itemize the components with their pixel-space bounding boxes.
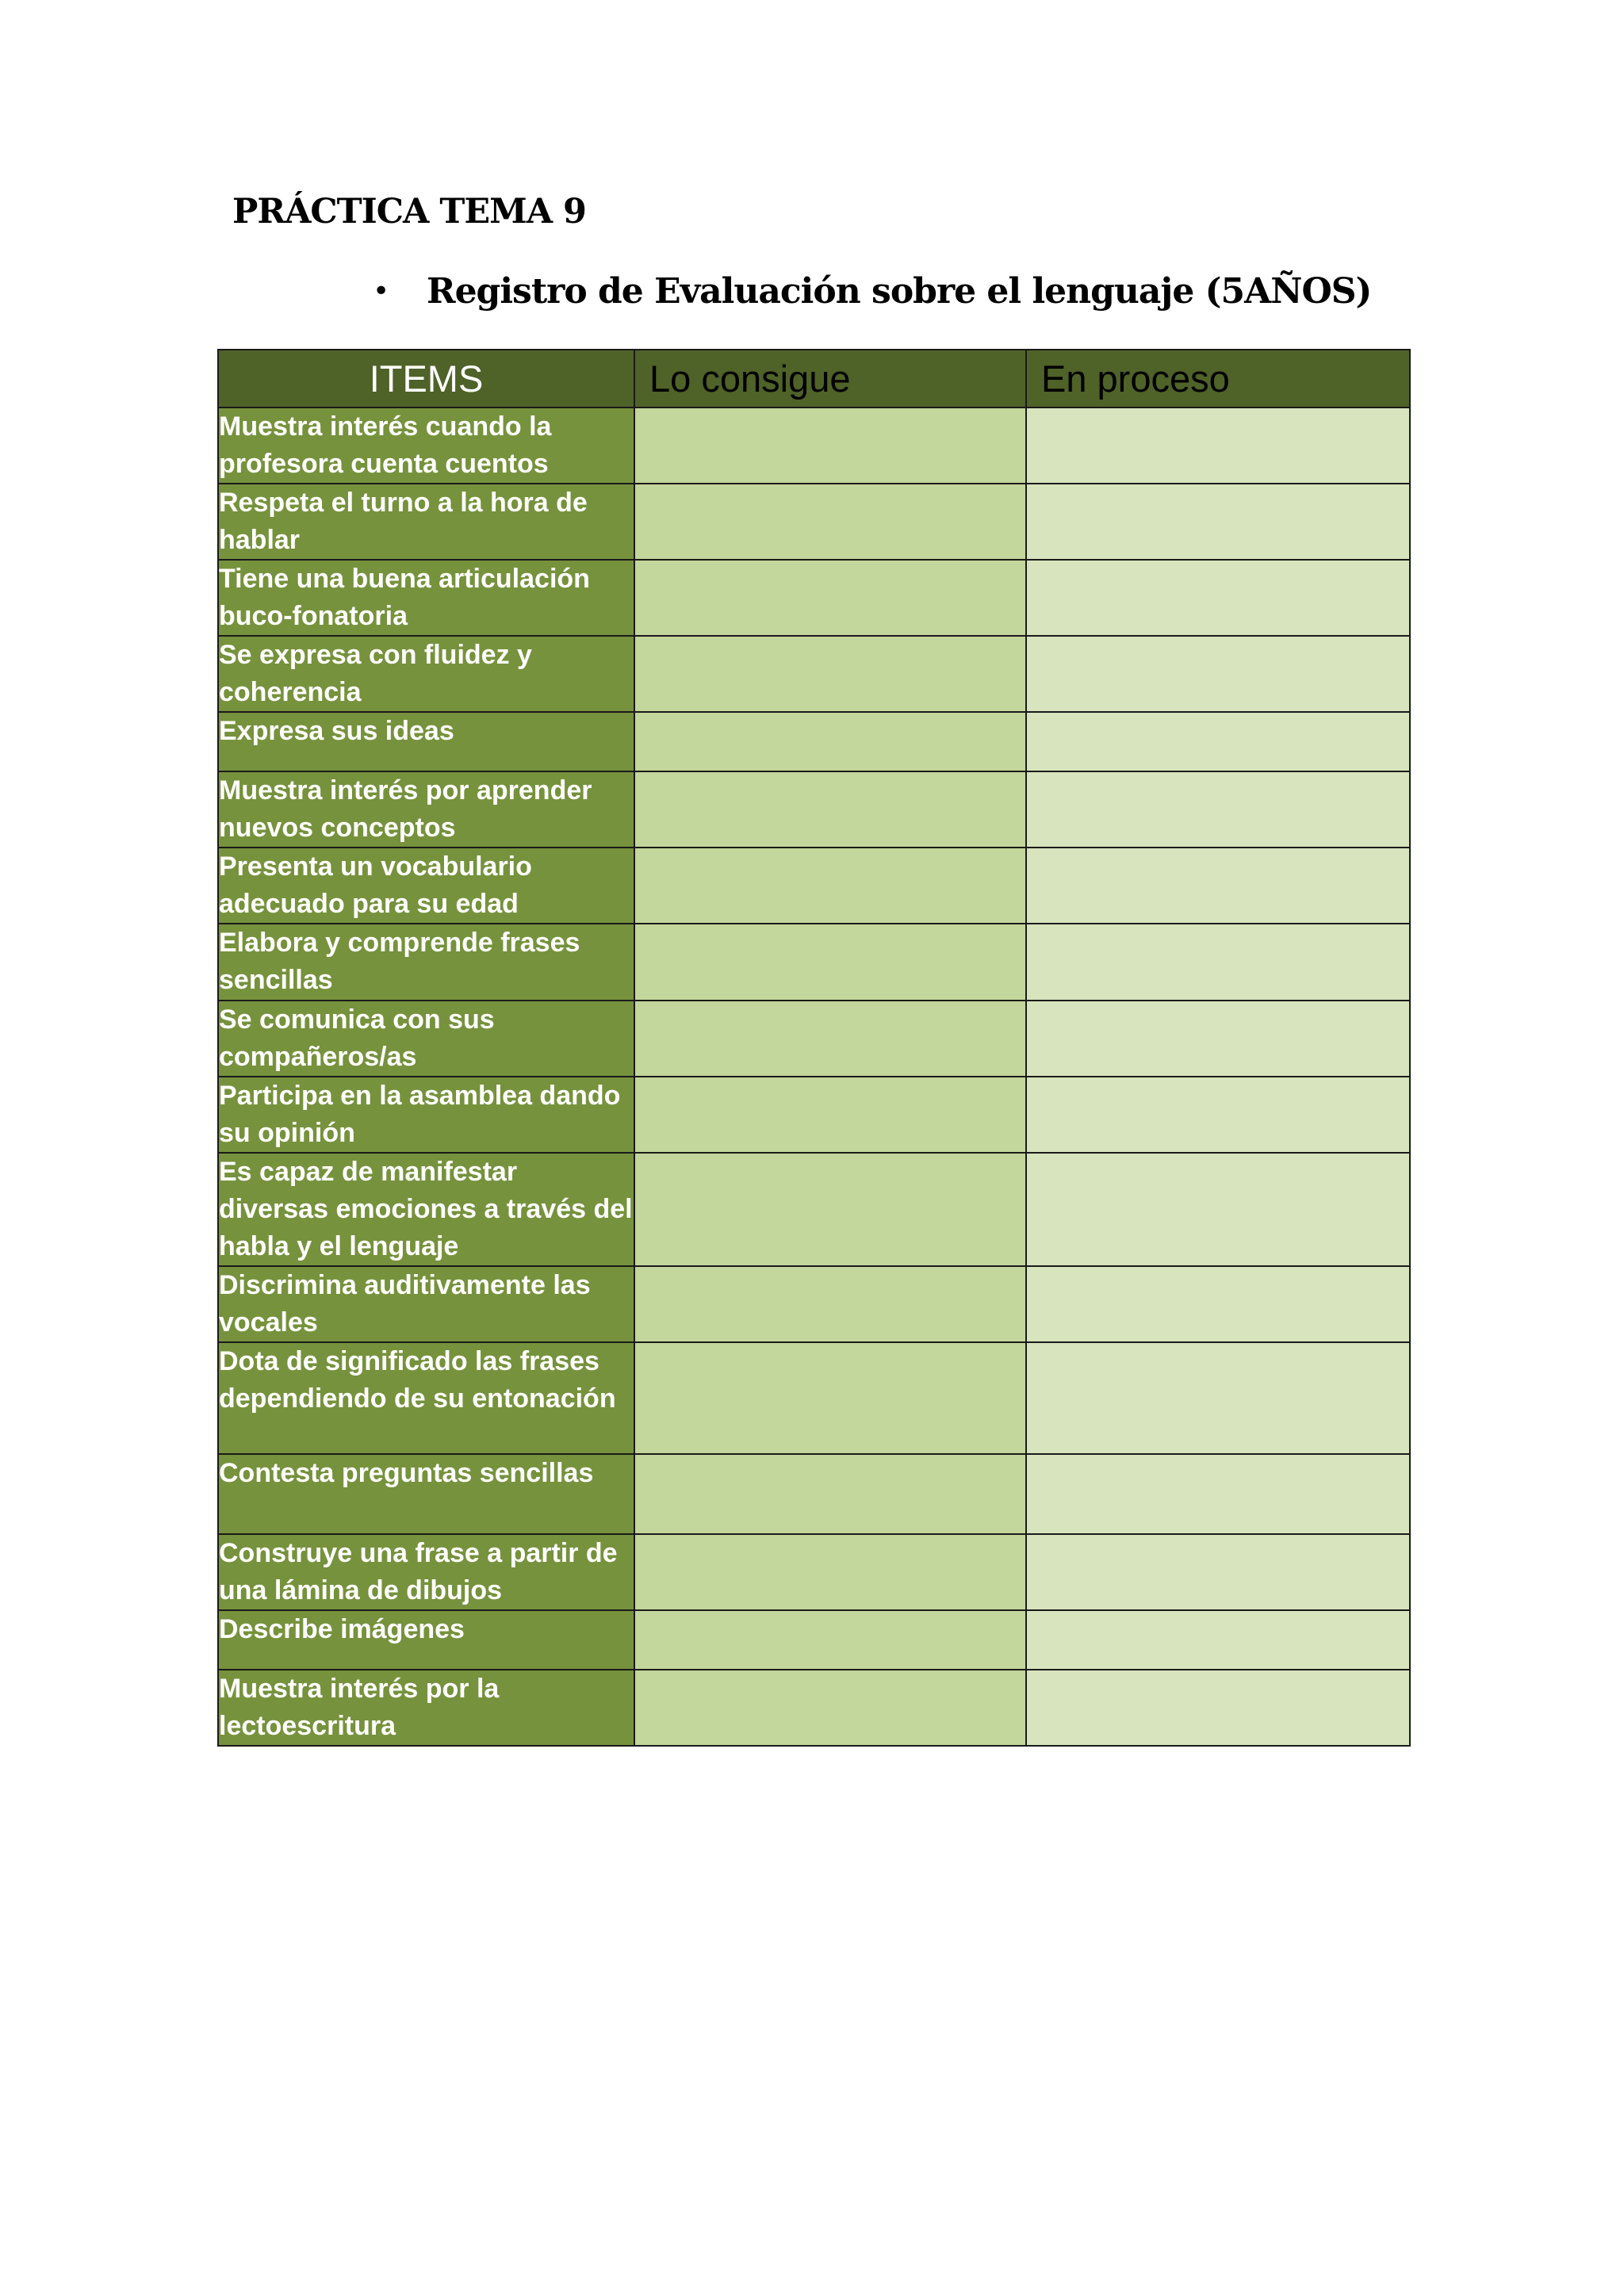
cell-en-proceso[interactable]	[1026, 848, 1410, 924]
cell-en-proceso[interactable]	[1026, 1001, 1410, 1077]
cell-en-proceso[interactable]	[1026, 636, 1410, 712]
cell-lo-consigue[interactable]	[634, 484, 1026, 560]
cell-en-proceso[interactable]	[1026, 1266, 1410, 1342]
evaluation-table	[217, 349, 1411, 1747]
item-label: Construye una frase a partir de una lámina de dibujos	[218, 1534, 634, 1610]
header-en-proceso: En proceso	[1026, 350, 1410, 408]
table-row	[218, 924, 1410, 1001]
item-label: Presenta un vocabulario adecuado para su edad	[218, 848, 634, 924]
cell-lo-consigue[interactable]	[634, 1670, 1026, 1746]
cell-lo-consigue[interactable]	[634, 1001, 1026, 1077]
cell-lo-consigue[interactable]	[634, 1077, 1026, 1153]
subtitle: Registro de Evaluación sobre el lenguaje (5AÑOS)	[427, 271, 1372, 312]
cell-lo-consigue[interactable]	[634, 924, 1026, 1001]
table-row	[218, 484, 1410, 560]
cell-en-proceso[interactable]	[1026, 924, 1410, 1001]
item-label: Describe imágenes	[218, 1610, 634, 1670]
cell-lo-consigue[interactable]	[634, 408, 1026, 484]
item-label: Es capaz de manifestar diversas emociones a través del habla y el lenguaje	[218, 1153, 634, 1266]
item-label: Se comunica con sus compañeros/as	[218, 1001, 634, 1077]
cell-lo-consigue[interactable]	[634, 560, 1026, 636]
page-title: PRÁCTICA TEMA 9	[232, 192, 586, 232]
cell-lo-consigue[interactable]	[634, 771, 1026, 848]
header-lo-consigue: Lo consigue	[634, 350, 1026, 408]
cell-en-proceso[interactable]	[1026, 771, 1410, 848]
cell-en-proceso[interactable]	[1026, 408, 1410, 484]
item-label: Muestra interés por la lectoescritura	[218, 1670, 634, 1746]
item-label: Dota de significado las frases dependiendo de su entonación	[218, 1342, 634, 1454]
table-row	[218, 848, 1410, 924]
cell-lo-consigue[interactable]	[634, 848, 1026, 924]
subtitle-row	[373, 271, 1371, 312]
table-row	[218, 1454, 1410, 1534]
table-row	[218, 560, 1410, 636]
table-row	[218, 712, 1410, 771]
cell-lo-consigue[interactable]	[634, 636, 1026, 712]
table-row	[218, 1342, 1410, 1454]
cell-en-proceso[interactable]	[1026, 1454, 1410, 1534]
item-label: Muestra interés por aprender nuevos conceptos	[218, 771, 634, 848]
cell-en-proceso[interactable]	[1026, 1342, 1410, 1454]
cell-en-proceso[interactable]	[1026, 1670, 1410, 1746]
cell-en-proceso[interactable]	[1026, 712, 1410, 771]
cell-en-proceso[interactable]	[1026, 1077, 1410, 1153]
cell-lo-consigue[interactable]	[634, 1266, 1026, 1342]
cell-lo-consigue[interactable]	[634, 1534, 1026, 1610]
table-row	[218, 1266, 1410, 1342]
cell-en-proceso[interactable]	[1026, 484, 1410, 560]
cell-lo-consigue[interactable]	[634, 1454, 1026, 1534]
cell-en-proceso[interactable]	[1026, 1153, 1410, 1266]
table-row	[218, 771, 1410, 848]
table-row	[218, 1077, 1410, 1153]
item-label: Elabora y comprende frases sencillas	[218, 924, 634, 1001]
cell-en-proceso[interactable]	[1026, 560, 1410, 636]
cell-lo-consigue[interactable]	[634, 712, 1026, 771]
table-row	[218, 1670, 1410, 1746]
table-row	[218, 1153, 1410, 1266]
cell-en-proceso[interactable]	[1026, 1610, 1410, 1670]
cell-lo-consigue[interactable]	[634, 1610, 1026, 1670]
cell-en-proceso[interactable]	[1026, 1534, 1410, 1610]
item-label: Participa en la asamblea dando su opinión	[218, 1077, 634, 1153]
item-label: Muestra interés cuando la profesora cuenta cuentos	[218, 408, 634, 484]
bullet-icon: •	[373, 275, 390, 308]
cell-lo-consigue[interactable]	[634, 1153, 1026, 1266]
item-label: Expresa sus ideas	[218, 712, 634, 771]
table-header-row	[218, 350, 1410, 408]
table-row	[218, 1001, 1410, 1077]
table-row	[218, 408, 1410, 484]
table-row	[218, 1610, 1410, 1670]
item-label: Tiene una buena articulación buco-fonatoria	[218, 560, 634, 636]
table-row	[218, 636, 1410, 712]
item-label: Respeta el turno a la hora de hablar	[218, 484, 634, 560]
item-label: Se expresa con fluidez y coherencia	[218, 636, 634, 712]
cell-lo-consigue[interactable]	[634, 1342, 1026, 1454]
item-label: Discrimina auditivamente las vocales	[218, 1266, 634, 1342]
header-items: ITEMS	[218, 350, 634, 408]
table-row	[218, 1534, 1410, 1610]
item-label: Contesta preguntas sencillas	[218, 1454, 634, 1534]
